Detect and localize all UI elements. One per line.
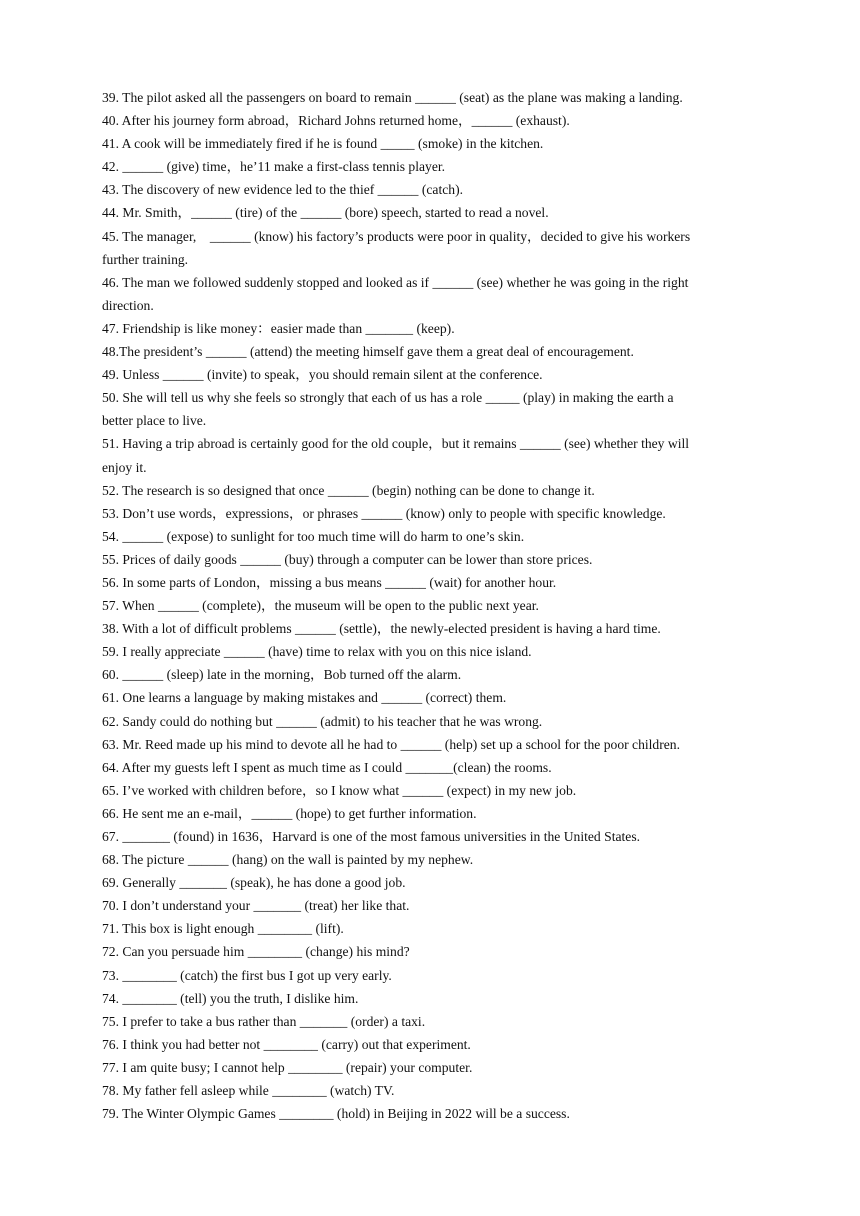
exercise-line: 42. ______ (give) time，he’11 make a first-class tennis player. xyxy=(102,159,446,175)
exercise-line: 60. ______ (sleep) late in the morning，Bob turned off the alarm. xyxy=(102,667,462,683)
exercise-line: 45. The manager, ______ (know) his factory’s products were poor in quality，decided to give his workers xyxy=(102,228,691,244)
exercise-line: 48.The president’s ______ (attend) the meeting himself gave them a great deal of encouragement. xyxy=(102,344,634,360)
exercise-line: 46. The man we followed suddenly stopped and looked as if ______ (see) whether he was going in the right xyxy=(102,274,689,290)
exercise-line: 53. Don’t use words，expressions，or phrases ______ (know) only to people with specific knowledge. xyxy=(102,505,666,521)
exercise-line: 49. Unless ______ (invite) to speak，you should remain silent at the conference. xyxy=(102,367,543,383)
exercise-line: 54. ______ (expose) to sunlight for too much time will do harm to one’s skin. xyxy=(102,528,525,544)
exercise-line: 56. In some parts of London，missing a bus means ______ (wait) for another hour. xyxy=(102,574,557,590)
exercise-line: 43. The discovery of new evidence led to the thief ______ (catch). xyxy=(102,182,463,198)
exercise-line: 67. _______ (found) in 1636，Harvard is one of the most famous universities in the United States. xyxy=(102,829,641,844)
exercise-line: 40. After his journey form abroad，Richard Johns returned home，______ (exhaust). xyxy=(102,113,570,129)
exercise-line: 78. My father fell asleep while ________ (watch) TV. xyxy=(102,1083,395,1099)
exercise-line: 69. Generally _______ (speak), he has done a good job. xyxy=(102,875,406,891)
exercise-line: 76. I think you had better not ________ (carry) out that experiment. xyxy=(102,1036,471,1052)
exercise-page xyxy=(102,86,762,1125)
exercise-line-continuation: further training. xyxy=(102,251,189,267)
exercise-line: 38. With a lot of difficult problems ______ (settle)，the newly-elected president is having a hard time. xyxy=(102,621,661,637)
exercise-line: 63. Mr. Reed made up his mind to devote all he had to ______ (help) set up a school for the poor children. xyxy=(102,736,680,752)
exercise-line: 64. After my guests left I spent as much time as I could _______(clean) the rooms. xyxy=(102,759,552,775)
exercise-line: 70. I don’t understand your _______ (treat) her like that. xyxy=(102,898,410,914)
exercise-line: 66. He sent me an e-mail，______ (hope) to get further information. xyxy=(102,805,477,821)
exercise-line: 73. ________ (catch) the first bus I got up very early. xyxy=(102,967,392,983)
exercise-line-continuation: better place to live. xyxy=(102,413,207,429)
exercise-line: 59. I really appreciate ______ (have) time to relax with you on this nice island. xyxy=(102,644,532,660)
exercise-line: 79. The Winter Olympic Games ________ (hold) in Beijing in 2022 will be a success. xyxy=(102,1106,570,1122)
exercise-line-continuation: direction. xyxy=(102,297,154,313)
exercise-line: 75. I prefer to take a bus rather than _______ (order) a taxi. xyxy=(102,1013,426,1029)
exercise-line: 61. One learns a language by making mistakes and ______ (correct) them. xyxy=(102,690,507,706)
exercise-line: 72. Can you persuade him ________ (change) his mind? xyxy=(102,944,410,960)
exercise-line-continuation: enjoy it. xyxy=(102,459,147,475)
exercise-line: 57. When ______ (complete)，the museum will be open to the public next year. xyxy=(102,598,539,614)
exercise-line: 68. The picture ______ (hang) on the wall is painted by my nephew. xyxy=(102,852,474,868)
exercise-line: 39. The pilot asked all the passengers on board to remain ______ (seat) as the plane was making a landing. xyxy=(102,90,683,105)
exercise-line: 47. Friendship is like money：easier made than _______ (keep). xyxy=(102,320,455,336)
exercise-line: 77. I am quite busy; I cannot help ________ (repair) your computer. xyxy=(102,1059,473,1075)
exercise-line: 55. Prices of daily goods ______ (buy) through a computer can be lower than store prices. xyxy=(102,551,593,567)
exercise-line: 52. The research is so designed that once ______ (begin) nothing can be done to change it. xyxy=(102,482,595,498)
exercise-line: 74. ________ (tell) you the truth, I dislike him. xyxy=(102,990,359,1006)
exercise-line: 65. I’ve worked with children before，so I know what ______ (expect) in my new job. xyxy=(102,782,577,798)
exercise-line: 50. She will tell us why she feels so strongly that each of us has a role _____ (play) in making the earth a xyxy=(102,390,674,406)
exercise-line: 44. Mr. Smith，______ (tire) of the ______ (bore) speech, started to read a novel. xyxy=(102,205,549,221)
exercise-line: 51. Having a trip abroad is certainly good for the old couple，but it remains ______ (see) whether they will xyxy=(102,436,690,452)
exercise-line: 41. A cook will be immediately fired if he is found _____ (smoke) in the kitchen. xyxy=(102,136,544,152)
exercise-line: 62. Sandy could do nothing but ______ (admit) to his teacher that he was wrong. xyxy=(102,713,543,729)
exercise-line: 71. This box is light enough ________ (lift). xyxy=(102,921,344,937)
